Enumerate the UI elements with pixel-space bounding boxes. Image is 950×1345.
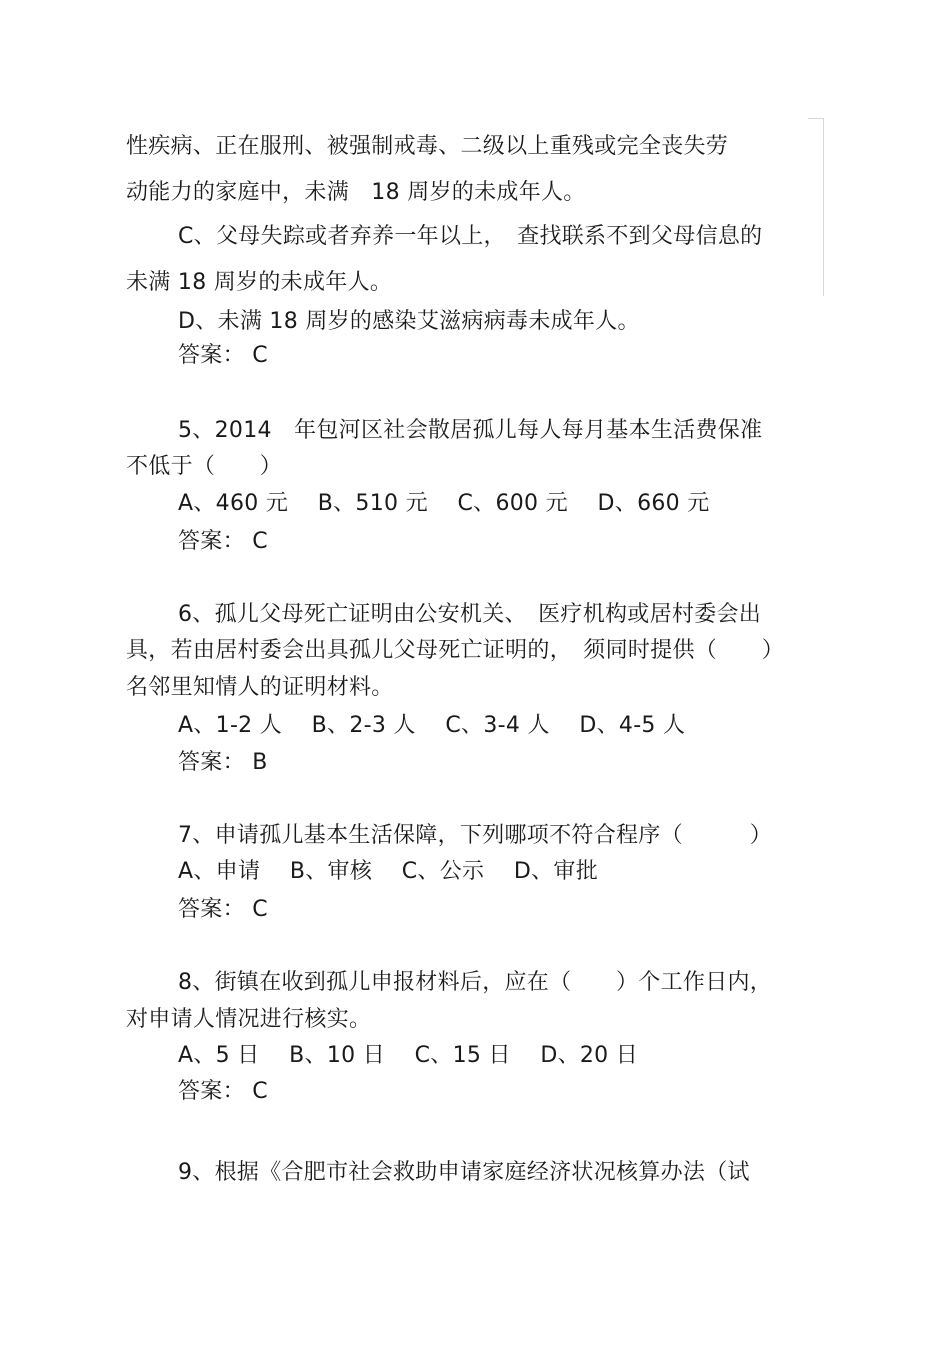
question-6-options: A、1-2 人 B、2-3 人 C、3-4 人 D、4-5 人 [178,713,686,738]
question-5: 5、2014 年包河区社会散居孤儿每人每月基本生活费保准 [178,418,763,443]
option-c: C、父母失踪或者弃养一年以上， 查找联系不到父母信息的 [178,224,763,249]
question-7-options: A、申请 B、审核 C、公示 D、审批 [178,859,599,884]
answer: 答案： C [178,897,268,922]
question-5-options: A、460 元 B、510 元 C、600 元 D、660 元 [178,491,710,516]
answer: 答案： C [178,343,268,368]
page-frame-top-edge [808,118,824,119]
question-8: 8、街镇在收到孤儿申报材料后，应在（ ）个工作日内， [178,970,773,995]
question-8-cont: 对申请人情况进行核实。 [126,1007,372,1032]
question-6-cont: 名邻里知情人的证明材料。 [126,675,394,700]
question-8-options: A、5 日 B、10 日 C、15 日 D、20 日 [178,1043,639,1068]
answer: 答案： C [178,1079,268,1104]
question-6: 6、孤儿父母死亡证明由公安机关、 医疗机构或居村委会出 [178,602,762,627]
option-d: D、未满 18 周岁的感染艾滋病病毒未成年人。 [178,309,640,334]
page-frame-right-edge [823,118,824,296]
question-9: 9、根据《合肥市社会救助申请家庭经济状况核算办法（试 [178,1160,750,1185]
answer: 答案： C [178,529,268,554]
question-6-cont: 具，若由居村委会出具孤儿父母死亡证明的， 须同时提供（ ） [126,638,785,663]
question-7: 7、申请孤儿基本生活保障，下列哪项不符合程序（ ） [178,823,773,848]
answer: 答案： B [178,750,268,775]
text-line: 动能力的家庭中，未满 18 周岁的未成年人。 [126,180,586,205]
question-5-cont: 不低于（ ） [126,454,283,479]
text-line: 性疾病、正在服刑、被强制戒毒、二级以上重残或完全丧失劳 [126,134,729,159]
text-line: 未满 18 周岁的未成年人。 [126,270,393,295]
